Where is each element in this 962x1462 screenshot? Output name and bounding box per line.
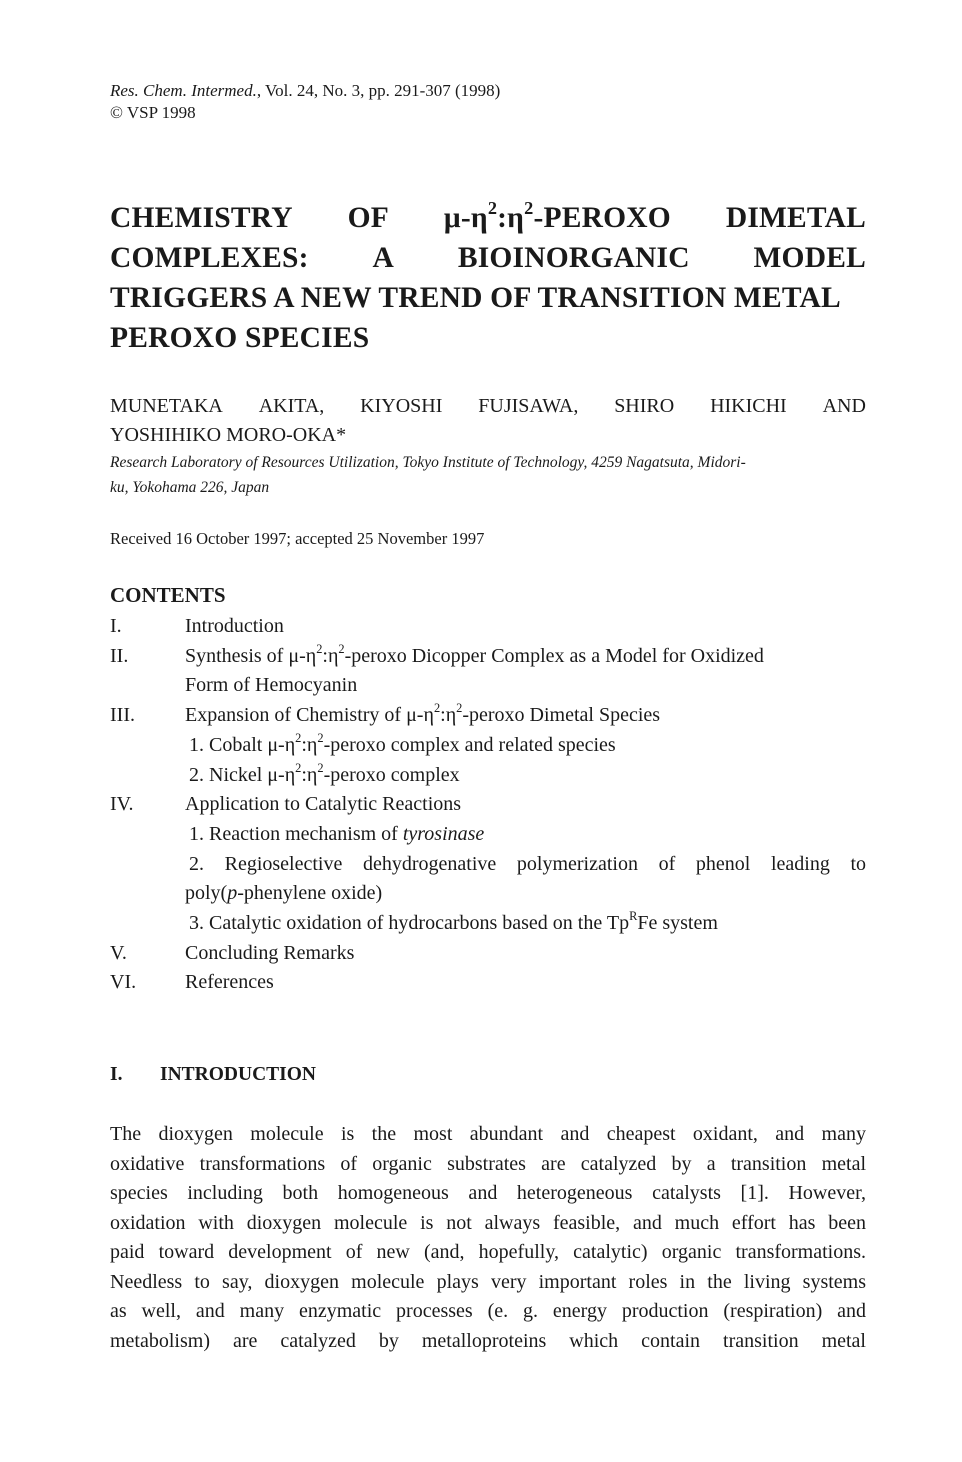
affiliation: Research Laboratory of Resources Utilization, Tokyo Institute of Technology, 4259 Nagatsuta, Midori- ku, Yokohama 226, Japan <box>110 454 746 496</box>
journal-name: Res. Chem. Intermed. <box>110 81 257 100</box>
toc-item: IV. Application to Catalytic Reactions 1. Reaction mechanism of tyrosinase 2. Regioselective dehydrogenative polymerization of phenol leading to poly(p-phenylene oxide) 3. Catalytic oxidation of hydrocarbons based on the $Tp^RFe$ system <box>110 790 866 939</box>
toc-subitem: 1. Reaction mechanism of tyrosinase <box>189 822 485 845</box>
received-dates: Received 16 October 1997; accepted 25 November 1997 <box>110 529 485 548</box>
paper-page <box>110 80 866 1352</box>
title-line-3: TRIGGERS A NEW TREND OF TRANSITION METAL <box>110 282 841 314</box>
toc-item: III. Expansion of Chemistry of $\mu-\eta^2:\eta^2$-peroxo Dimetal Species 1. Cobalt $\mu-\eta^2:\eta^2$-peroxo complex and related species 2. Nickel $\mu-\eta^2:\eta^2$-peroxo complex <box>110 701 866 790</box>
toc-item: I. Introduction <box>110 615 284 637</box>
author-list <box>110 392 866 450</box>
title-line-1: CHEMISTRY OF $\mu-\eta^2:\eta^2$-PEROXO DIMETAL <box>110 198 866 234</box>
toc-item: V. Concluding Remarks <box>110 941 355 964</box>
introduction-paragraph: The dioxygen molecule is the most abundant and cheapest oxidant, and many oxidative transformations of organic substrates are catalyzed by a transition metal species including both homogeneous and heterogeneous catalysts [1]. However, oxidation with dioxygen molecule is not always feasible, and much effort has been paid toward development of new (and, hopefully, catalytic) organic transformations. Needless to say, dioxygen molecule plays very important roles in the living systems as well, and many enzymatic processes (e. g. energy production (respiration) and metabolism) are catalyzed by metalloproteins which contain transition metal <box>110 1123 866 1352</box>
copyright-line: © VSP 1998 <box>110 103 196 122</box>
citation-line <box>110 80 866 102</box>
journal-citation: , Vol. 24, No. 3, pp. 291-307 (1998) <box>256 81 501 100</box>
section-heading: I. INTRODUCTION <box>110 1064 317 1085</box>
author-line-2: YOSHIHIKO MORO-OKA* <box>110 424 347 446</box>
title-line-2: COMPLEXES: A BIOINORGANIC MODEL <box>110 242 866 274</box>
toc-subitem: 1. Cobalt $\mu-\eta^2:\eta^2$-peroxo complex and related species <box>189 730 616 756</box>
paper-title <box>110 198 866 358</box>
contents-heading: CONTENTS <box>110 583 226 607</box>
title-line-4: PEROXO SPECIES <box>110 322 370 354</box>
author-line-1: MUNETAKA AKITA, KIYOSHI FUJISAWA, SHIRO HIKICHI AND <box>110 395 866 417</box>
toc-item: VI. References <box>110 971 274 994</box>
journal-header <box>110 80 866 124</box>
toc-subitem: 2. Regioselective dehydrogenative polymerization of phenol leading to <box>189 852 866 875</box>
toc-item: II. Synthesis of $\mu-\eta^2:\eta^2$-peroxo Dicopper Complex as a Model for Oxidized Form of Hemocyanin <box>110 641 764 697</box>
table-of-contents <box>110 612 866 998</box>
toc-subitem: 2. Nickel $\mu-\eta^2:\eta^2$-peroxo complex <box>189 760 460 786</box>
toc-subitem: 3. Catalytic oxidation of hydrocarbons based on the $Tp^RFe$ system <box>189 909 718 935</box>
